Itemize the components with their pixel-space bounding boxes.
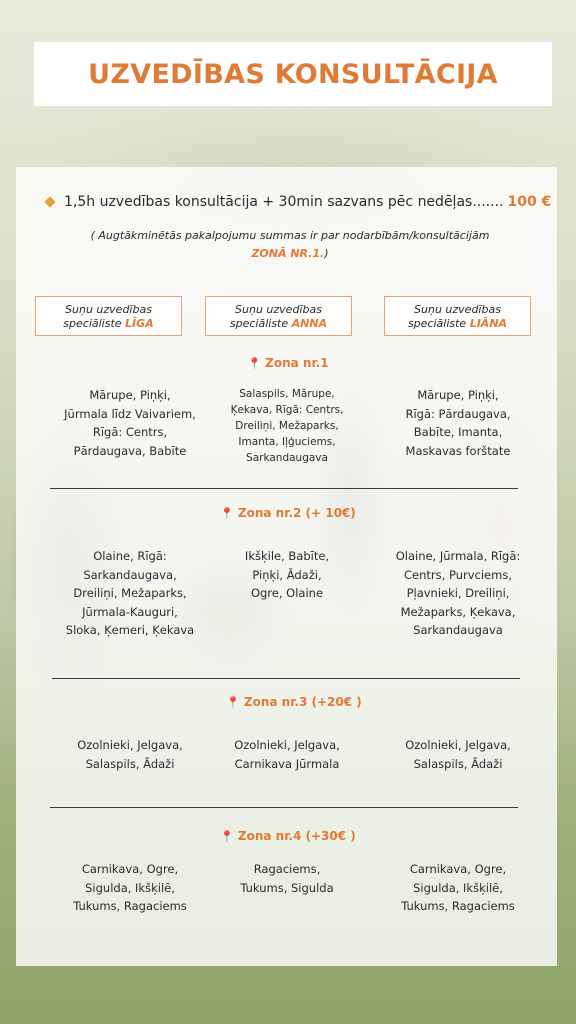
zone-2-title [0,506,576,520]
area-line: Olaine, Jūrmala, Rīgā: [395,549,521,563]
area-line: Ragaciems, [253,862,321,876]
area-line: Salaspils, Ādaži [413,756,503,771]
area-line: Salaspils, Ādaži [85,756,175,771]
zone-divider [50,488,518,489]
area-line: Ogre, Olaine [250,586,324,600]
area-line: Rīgā: Centrs, [92,425,168,439]
area-line: Maskavas forštate [405,443,511,458]
area-line: Dreiliņi, Mežaparks, [73,586,187,600]
area-line: Sigulda, Ikšķilē, [85,880,175,895]
area-line: Ozolnieki, Jelgava, [77,738,183,752]
area-line: Ozolnieki, Jelgava, [234,738,340,752]
specialist-role: Suņu uzvedības [235,303,322,316]
area-line: Jūrmala-Kauguri, [82,604,178,619]
area-line: Sarkandaugava [413,623,503,637]
note-line: ( Augtākminētās pakalpojumu summas ir par nodarbībām/konsultācijām [90,229,490,242]
zone-2-col-liana [378,547,538,640]
page-title: UZVEDĪBAS KONSULTĀCIJA [88,58,498,90]
map-pin-icon: 📍 [226,696,240,709]
zone-1-col-liga [50,386,210,460]
specialist-name: LĪGA [125,317,154,330]
specialist-name: ANNA [291,317,328,330]
zone-4-col-liana [378,860,538,916]
area-line: Olaine, Rīgā: [93,549,167,563]
area-line: Tukums, Ragaciems [401,899,515,913]
area-line: Tukums, Sigulda [240,880,334,895]
zone-divider [50,807,518,808]
area-line: Mārupe, Piņķi, [417,388,499,402]
area-line: Pārdaugava, Babīte [73,443,187,458]
specialist-prefix: speciāliste [407,317,467,330]
zone-2-col-anna [207,547,367,603]
map-pin-icon: 📍 [220,830,234,843]
specialist-role: Suņu uzvedības [414,303,501,316]
zone-title-text: Zona nr.1 [265,356,329,370]
map-pin-icon: 📍 [247,357,262,370]
area-line: Rīgā: Pārdaugava, [405,406,511,421]
offer-text: 1,5h uzvedības konsultācija + 30min sazvans pēc nedēļas....... [64,194,504,210]
area-line: Pļavnieki, Dreiliņi, [406,586,510,600]
area-line: Sloka, Ķemeri, Ķekava [65,623,195,637]
note-close: ) [324,247,329,260]
zone-4-col-liga [50,860,210,916]
area-line: Mārupe, Piņķi, [89,388,171,402]
title-banner [34,42,552,106]
offer-line [44,194,554,210]
area-line: Centrs, Purvciems, [404,567,512,582]
area-line: Ozolnieki, Jelgava, [405,738,511,752]
zone-4-col-anna [207,860,367,897]
zone-1-col-liana [378,386,538,460]
zone-4-title [0,829,576,843]
area-line: Salaspils, Mārupe, [239,388,335,400]
area-line: Sigulda, Ikšķilē, [413,880,503,895]
note-zone-label: ZONĀ NR.1. [251,247,325,260]
zone-title-text: Zona nr.2 (+ 10€) [237,506,356,520]
offer-price: 100 € [507,194,552,210]
area-line: Carnikava Jūrmala [234,756,340,771]
specialist-role: Suņu uzvedības [65,303,152,316]
zone-3-col-anna [207,736,367,773]
zone-3-col-liana [378,736,538,773]
area-line: Ikšķile, Babīte, [244,549,330,563]
zone-3-title [6,695,576,709]
zone-2-col-liga [50,547,210,640]
specialist-prefix: speciāliste [63,317,122,330]
specialist-liga [35,296,182,336]
area-line: Imanta, Iļģuciems, [238,436,336,448]
zone-title-text: Zona nr.4 (+30€ ) [237,829,356,843]
area-line: Sarkandaugava [246,452,328,464]
zone-divider [52,678,520,679]
area-line: Carnikava, Ogre, [81,862,179,876]
map-pin-icon: 📍 [220,507,234,520]
area-line: Sarkandaugava, [83,567,177,582]
diamond-bullet-icon [44,196,55,207]
specialist-prefix: speciāliste [229,317,289,330]
price-note [40,227,540,263]
specialist-liana [384,296,531,336]
specialist-name: LIĀNA [469,317,508,330]
area-line: Mežaparks, Ķekava, [400,604,516,619]
specialist-anna [205,296,352,336]
zone-1-title [0,356,576,370]
area-line: Ķekava, Rīgā: Centrs, [230,404,344,416]
area-line: Tukums, Ragaciems [73,899,187,913]
zone-3-col-liga [50,736,210,773]
area-line: Piņķi, Ādaži, [252,567,322,582]
area-line: Babīte, Imanta, [413,425,503,439]
area-line: Carnikava, Ogre, [409,862,507,876]
zone-1-col-anna [207,386,367,466]
area-line: Jūrmala līdz Vaivariem, [64,406,196,421]
zone-title-text: Zona nr.3 (+20€ ) [243,695,362,709]
area-line: Dreiliņi, Mežaparks, [235,420,339,432]
